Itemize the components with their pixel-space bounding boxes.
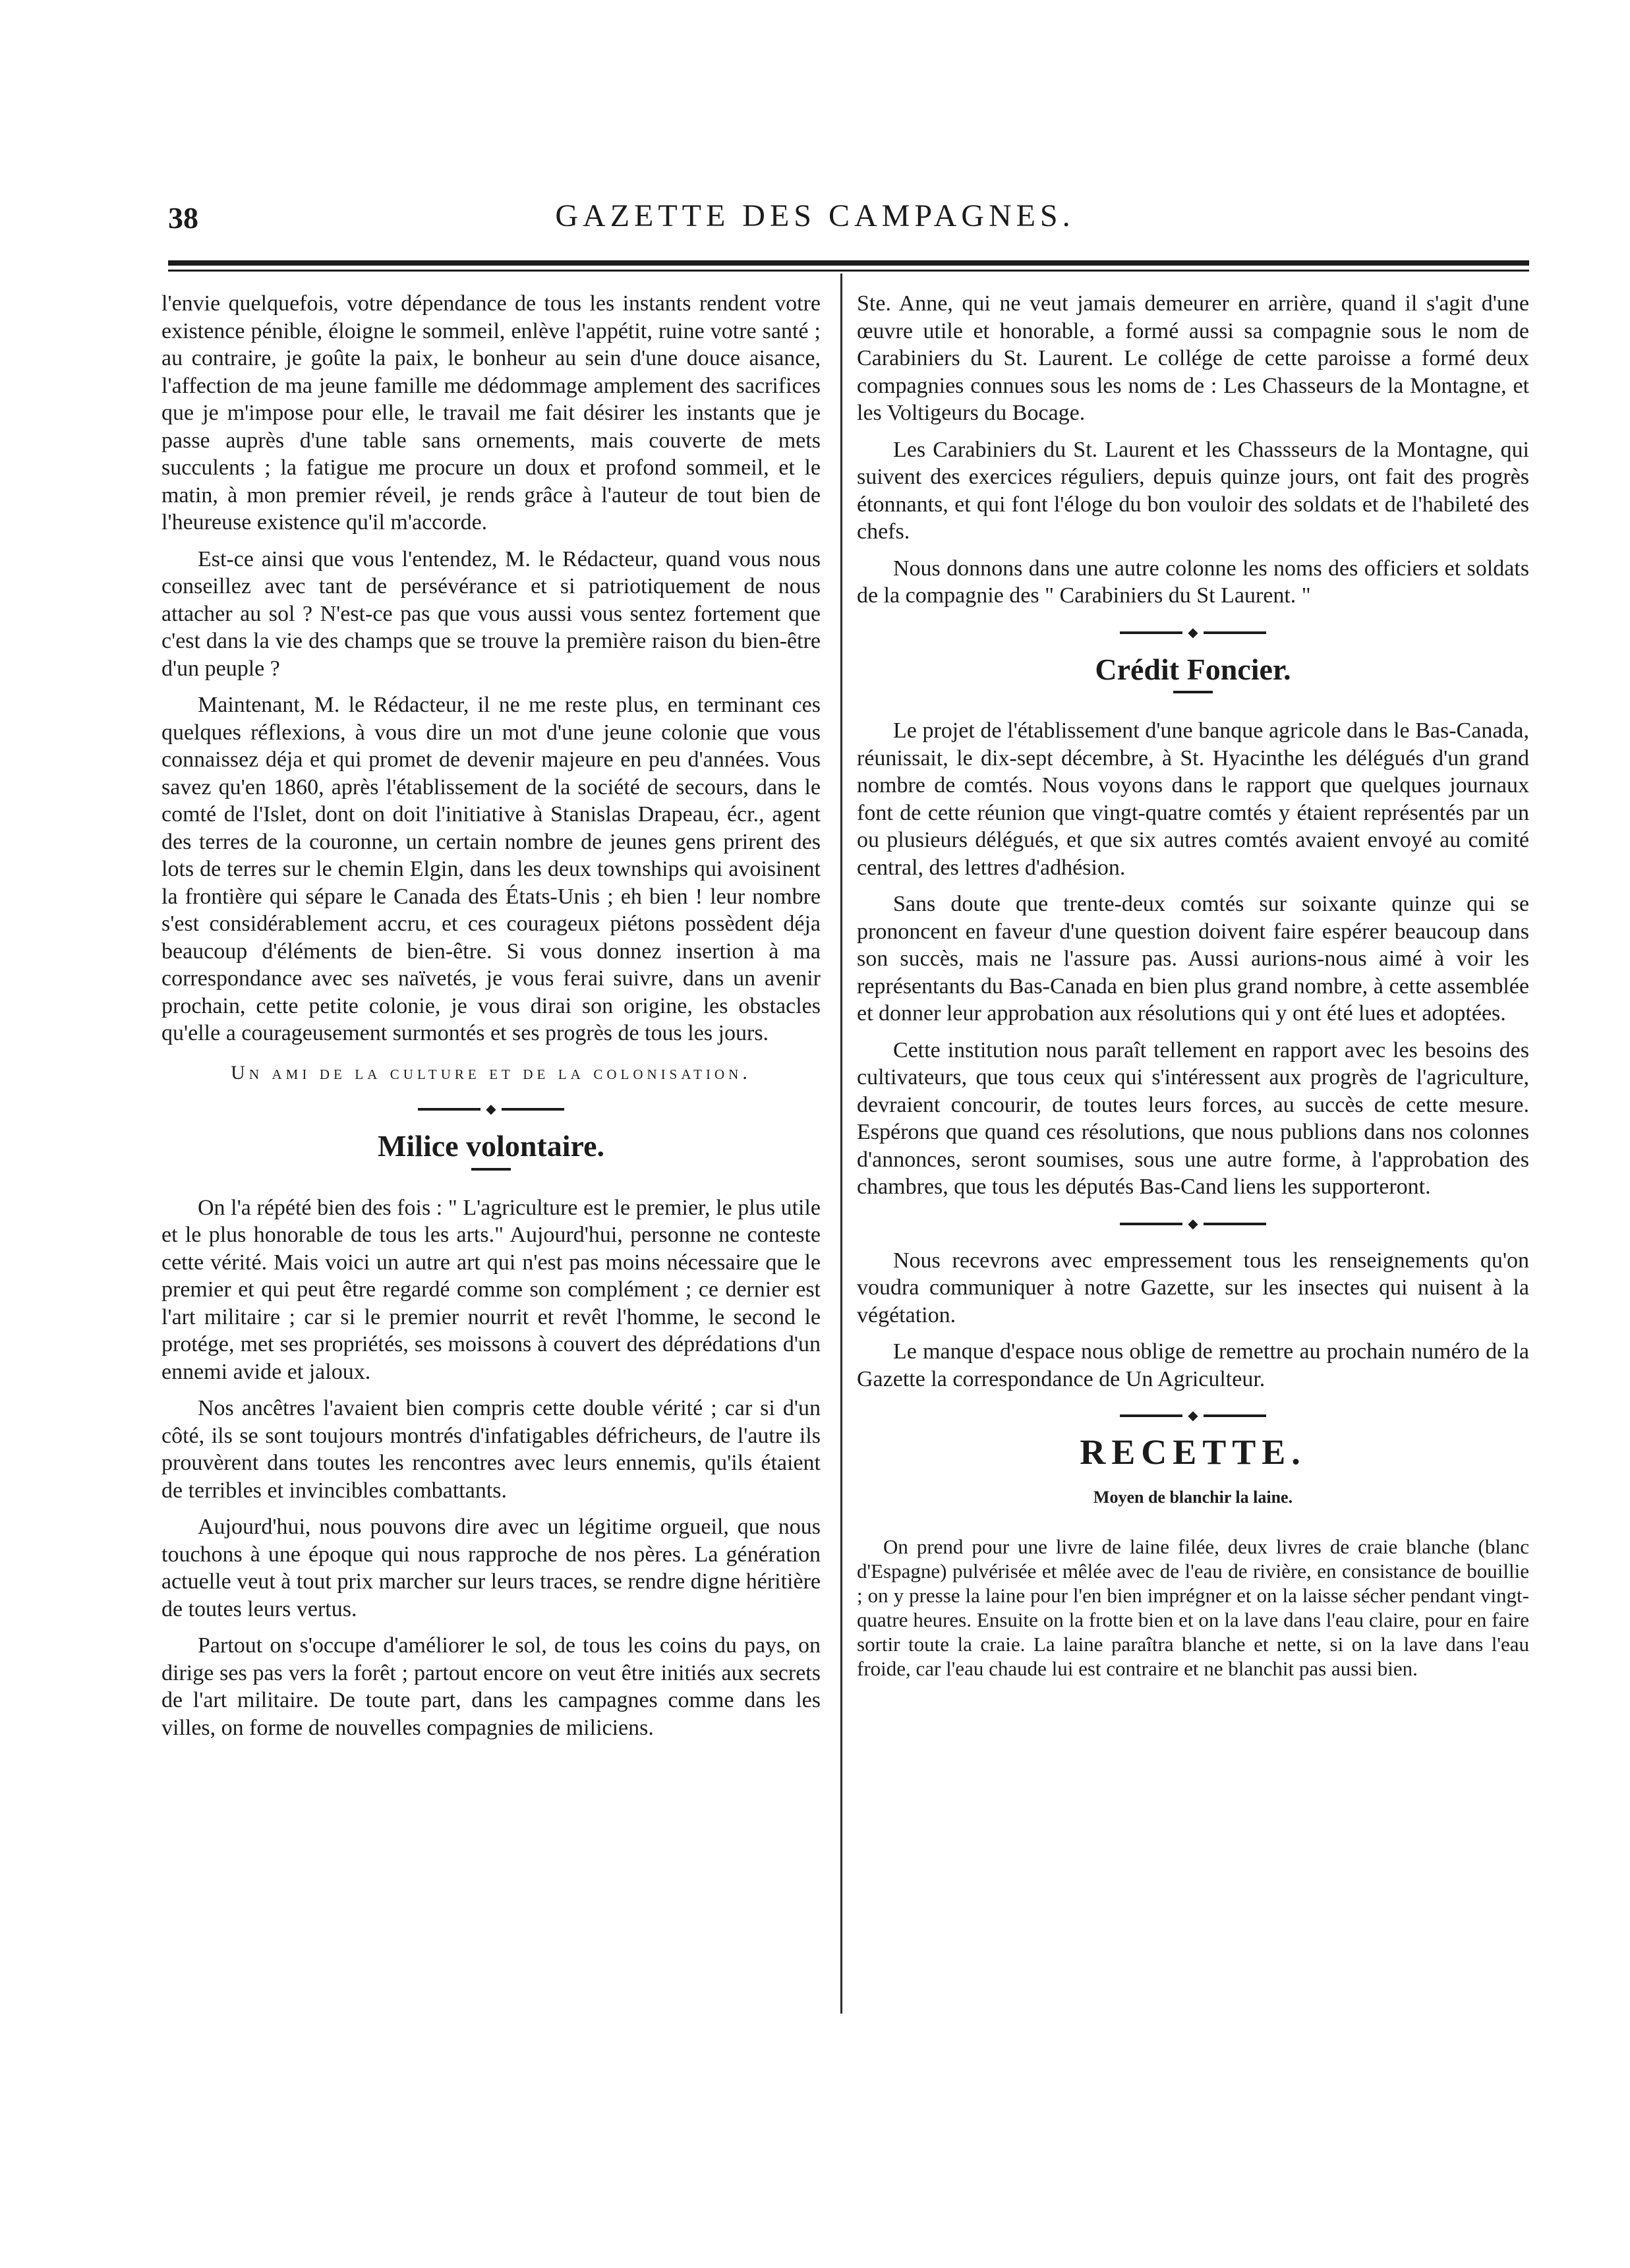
column-divider xyxy=(840,274,842,2014)
section-title-credit: Crédit Foncier. xyxy=(1095,652,1291,686)
ornament-diamond-icon: ◆ xyxy=(1188,1216,1198,1231)
section-ornament xyxy=(857,1213,1529,1235)
page-header xyxy=(0,191,1630,244)
letter-paragraph: l'envie quelquefois, votre dépendance de tous les instants rendent votre existence pénible, éloigne le sommeil, enlève l'appétit, ruine votre santé ; au contraire, je goûte la paix, le bonheur au sein d'une douce aisance, l'affection de ma jeune famille me dédommage amplement des sacrifices que je m'impose pour elle, le travail me fait désirer les instants que je passe auprès d'une table sans ornements, mais couverte de mets succulents ; la fatigue me procure un doux et profond sommeil, et le matin, à mon premier réveil, je rends grâce à l'auteur de tout bien de l'heureuse existence qu'il m'accorde. xyxy=(161,291,821,535)
notice-paragraph: Le manque d'espace nous oblige de remettre au prochain numéro de la Gazette la correspondance de Un Agriculteur. xyxy=(857,1339,1529,1391)
section-ornament xyxy=(857,1405,1529,1427)
recette-subtitle: Moyen de blanchir la laine. xyxy=(1093,1487,1293,1507)
milice-paragraph: Nos ancêtres l'avaient bien compris cette double vérité ; car si d'un côté, ils se sont toujours montrés d'infatigables défricheurs, de l'autre ils prouvèrent dans toutes les rencontres avec leurs ennemis, qu'ils étaient de terribles et invincibles combattants. xyxy=(161,1396,821,1503)
section-title-recette: RECETTE. xyxy=(1080,1432,1306,1472)
notice-paragraph: Nous recevrons avec empressement tous les renseignements qu'on voudra communiquer à notre Gazette, sur les insectes qui nuisent à la végétation. xyxy=(857,1248,1529,1327)
letter-paragraph: Est-ce ainsi que vous l'entendez, M. le Rédacteur, quand vous nous conseillez avec tant de persévérance et si patriotiquement de nous attacher au sol ? N'est-ce pas que vous aussi vous sentez fortement que c'est dans la vie des champs que se trouve la première raison du bien-être d'un peuple ? xyxy=(161,546,821,681)
title-dash xyxy=(471,1168,511,1171)
ornament-diamond-icon: ◆ xyxy=(486,1102,496,1117)
ornament-diamond-icon: ◆ xyxy=(1188,1409,1198,1423)
left-column xyxy=(161,290,821,1751)
credit-paragraph: Le projet de l'établissement d'une banque agricole dans le Bas-Canada, réunissait, le dix-sept décembre, à St. Hyacinthe les délégués d'un grand nombre de comtés. Nous voyons dans le rapport que quelques journaux font de cette réunion que vingt-quatre comtés y étaient représentés par un ou plusieurs délégués, et que six autres comtés avaient envoyé au comité central, des lettres d'adhésion. xyxy=(857,718,1529,880)
milice-paragraph: Partout on s'occupe d'améliorer le sol, de tous les coins du pays, on dirige ses pas vers la forêt ; partout encore on veut être initiés aux secrets de l'art militaire. De toute part, dans les campagnes comme dans les villes, on forme de nouvelles compagnies de miliciens. xyxy=(161,1633,821,1740)
letter-paragraph: Maintenant, M. le Rédacteur, il ne me reste plus, en terminant ces quelques réflexions, à vous dire un mot d'une jeune colonie que vous connaissez déja et qui promet de devenir majeure en peu d'années. Vous savez qu'en 1860, après l'établissement de la société de secours, dans le comté de l'Islet, dont on doit l'initiative à Stanislas Drapeau, écr., agent des terres de la couronne, un certain nombre de jeunes gens prirent des lots de terres sur le chemin Elgin, dans les deux townships qui avoisinent la frontière qui sépare le Canada des États-Unis ; eh bien ! leur nombre s'est considérablement accru, et ces courageux piétons possèdent déja beaucoup d'éléments de bien-être. Si vous donnez insertion à ma correspondance avec ses naïvetés, je vous ferai suivre, dans un avenir prochain, cette petite colonie, je vous dirai son origine, les obstacles qu'elle a courageusement surmontés et ses progrès de tous les jours. xyxy=(161,693,821,1045)
credit-paragraph: Cette institution nous paraît tellement en rapport avec les besoins des cultivateurs, que tous ceux qui s'intéressent aux progrès de l'agriculture, devraient concourir, de toutes leurs forces, au succès de cette mesure. Espérons que quand ces résolutions, que nous publions dans nos colonnes d'annonces, seront soumises, sous une autre forme, à l'approbation des chambres, que tous les députés Bas-Cand liens les supporteront. xyxy=(857,1037,1529,1199)
ornament-diamond-icon: ◆ xyxy=(1188,625,1198,640)
milice-continued-paragraph: Ste. Anne, qui ne veut jamais demeurer en arrière, quand il s'agit d'une œuvre utile et honorable, a formé aussi sa compagnie sous le nom de Carabiniers du St. Laurent. Le collége de cette paroisse a formé deux compagnies connues sous les noms de : Les Chasseurs de la Montagne, et les Voltigeurs du Bocage. xyxy=(857,291,1529,425)
header-rule-heavy xyxy=(168,260,1529,266)
section-ornament xyxy=(161,1098,821,1120)
letter-signature: Un ami de la culture et de la colonisation. xyxy=(231,1061,751,1084)
recette-paragraph: On prend pour une livre de laine filée, deux livres de craie blanche (blanc d'Espagne) pulvérisée et mêlée avec de l'eau de rivière, en consistance de bouillie ; on y presse la laine pour l'en bien imprégner et on la laisse sécher pendant vingt-quatre heures. Ensuite on la frotte bien et on la lave dans l'eau claire, pour en faire sortir toute la craie. La laine paraîtra blanche et nette, si on la lave dans l'eau froide, car l'eau chaude lui est contraire et ne blanchit pas aussi bien. xyxy=(857,1535,1529,1680)
section-title-milice: Milice volontaire. xyxy=(377,1129,605,1163)
recette-body xyxy=(857,1534,1529,1681)
journal-title: GAZETTE DES CAMPAGNES. xyxy=(555,198,1075,233)
milice-continued-paragraph: Les Carabiniers du St. Laurent et les Chassseurs de la Montagne, qui suivent des exercices réguliers, depuis quinze jours, ont fait des progrès étonnants, et qui font l'éloge du bon vouloir des soldats et de l'habileté des chefs. xyxy=(857,437,1529,544)
page-number: 38 xyxy=(168,201,198,235)
header-rule-light xyxy=(168,270,1529,272)
milice-continued-paragraph: Nous donnons dans une autre colonne les noms des officiers et soldats de la compagnie des " Carabiniers du St Laurent. " xyxy=(857,556,1529,608)
milice-paragraph: Aujourd'hui, nous pouvons dire avec un légitime orgueil, que nous touchons à une époque qui nous rapproche de nos pères. La génération actuelle veut à tout prix marcher sur leurs traces, se rendre digne héritière de toutes leurs vertus. xyxy=(161,1515,821,1621)
credit-paragraph: Sans doute que trente-deux comtés sur soixante quinze qui se prononcent en faveur d'une question doivent faire espérer beaucoup dans son succès, mais ne l'assure pas. Aussi aurions-nous aimé à voir les représentants du Bas-Canada en bien plus grand nombre, à cette assemblée et donner leur approbation aux résolutions qui y ont été lues et adoptées. xyxy=(857,892,1529,1026)
milice-paragraph: On l'a répété bien des fois : " L'agriculture est le premier, le plus utile et le plus honorable de tous les arts." Aujourd'hui, personne ne conteste cette vérité. Mais voici un autre art qui n'est pas moins nécessaire que le premier et qui peut être regardé comme son complément ; ce dernier est l'art militaire ; car si le premier nourrit et revêt l'homme, le second le protége, met ses propriétés, ses moissons à couvert des déprédations d'un ennemi avide et jaloux. xyxy=(161,1195,821,1384)
right-column xyxy=(857,290,1529,1690)
section-ornament xyxy=(857,622,1529,644)
title-dash xyxy=(1173,691,1213,693)
